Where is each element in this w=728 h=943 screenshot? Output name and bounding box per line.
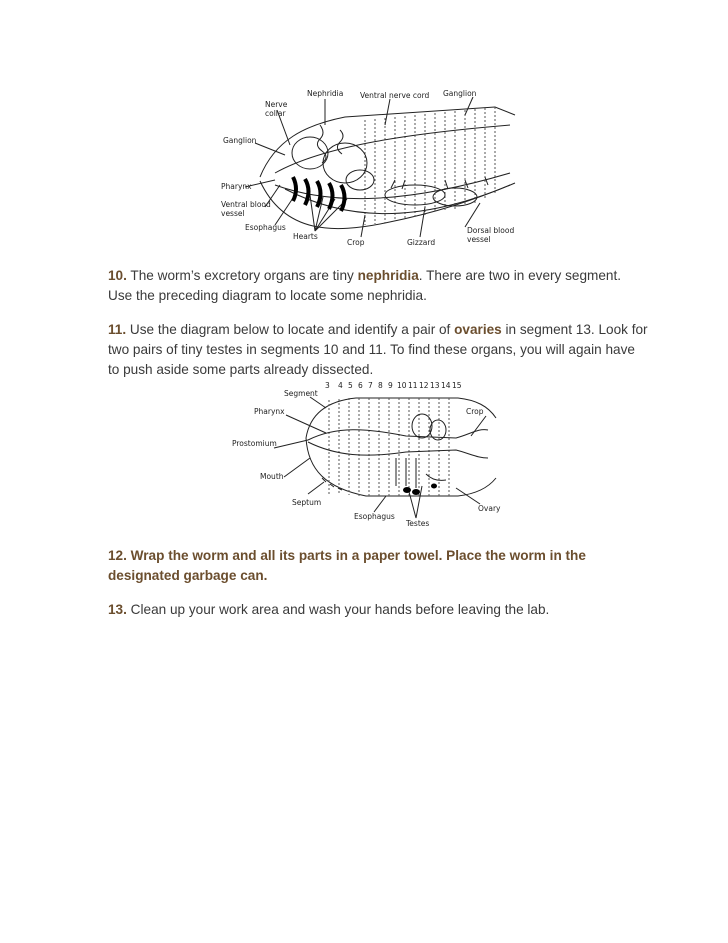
label-pharynx: Pharynx — [254, 407, 285, 416]
segment-number: 13 — [430, 381, 440, 390]
segment-number: 4 — [338, 381, 343, 390]
segment-number: 14 — [441, 381, 451, 390]
label-ventral-nerve-cord: Ventral nerve cord — [360, 91, 430, 100]
label-esophagus: Esophagus — [245, 223, 286, 232]
step-10-text-before: The worm’s excretory organs are tiny — [126, 268, 358, 283]
label-ganglion-top: Ganglion — [443, 89, 477, 98]
step-10-paragraph — [108, 266, 648, 306]
label-hearts: Hearts — [293, 232, 318, 241]
label-gizzard: Gizzard — [407, 238, 436, 247]
label-mouth: Mouth — [260, 472, 284, 481]
label-ventral-blood-vessel-line1: Ventral blood — [221, 200, 271, 209]
step-10-keyword: nephridia — [357, 268, 419, 283]
label-esophagus: Esophagus — [354, 512, 395, 521]
label-nephridia: Nephridia — [307, 89, 344, 98]
step-11-number: 11. — [108, 322, 127, 337]
label-testes: Testes — [406, 519, 430, 528]
step-13-number: 13. — [108, 602, 127, 617]
step-13-text: Clean up your work area and wash your hands before leaving the lab. — [126, 602, 550, 617]
segment-number: 9 — [388, 381, 393, 390]
segment-number: 6 — [358, 381, 363, 390]
label-crop: Crop — [466, 407, 484, 416]
earthworm-anatomy-diagram — [215, 85, 520, 250]
reproductive-anatomy-illustration — [226, 378, 516, 530]
step-11-text-after: in segment 13. Look for two pairs of tiny testes in segments 10 and 11. To find these organs, you will again have to push aside some parts already dissected. — [108, 322, 648, 377]
label-segment: Segment — [284, 389, 318, 398]
label-ganglion-left: Ganglion — [223, 136, 257, 145]
segment-number: 3 — [325, 381, 330, 390]
label-prostomium: Prostomium — [232, 439, 277, 448]
segment-number: 10 — [397, 381, 407, 390]
step-11-paragraph — [108, 320, 648, 380]
segment-number: 11 — [408, 381, 418, 390]
label-septum: Septum — [292, 498, 322, 507]
label-ovary: Ovary — [478, 504, 501, 513]
step-12-paragraph: 12. Wrap the worm and all its parts in a paper towel. Place the worm in the designated garbage can. — [108, 548, 586, 583]
label-nerve-collar-line1: Nerve — [265, 100, 288, 109]
step-10-number: 10. — [108, 268, 127, 283]
step-11-text-before: Use the diagram below to locate and identify a pair of — [126, 322, 455, 337]
segment-number: 5 — [348, 381, 353, 390]
step-11-keyword: ovaries — [454, 322, 502, 337]
step-10-text-after: . There are two in every segment. Use the preceding diagram to locate some nephridia. — [108, 268, 622, 303]
label-ventral-blood-vessel-line2: vessel — [221, 209, 245, 218]
earthworm-anatomy-illustration — [215, 85, 520, 250]
label-crop: Crop — [347, 238, 365, 247]
label-dorsal-blood-vessel-line2: vessel — [467, 235, 491, 244]
segment-number: 15 — [452, 381, 462, 390]
segment-number-row — [325, 381, 462, 390]
segment-number: 12 — [419, 381, 429, 390]
segment-number: 7 — [368, 381, 373, 390]
label-pharynx: Pharynx — [221, 182, 252, 191]
segment-number: 8 — [378, 381, 383, 390]
label-dorsal-blood-vessel-line1: Dorsal blood — [467, 226, 515, 235]
step-13-paragraph — [108, 600, 648, 620]
label-nerve-collar-line2: collar — [265, 109, 286, 118]
reproductive-anatomy-diagram — [226, 378, 516, 530]
